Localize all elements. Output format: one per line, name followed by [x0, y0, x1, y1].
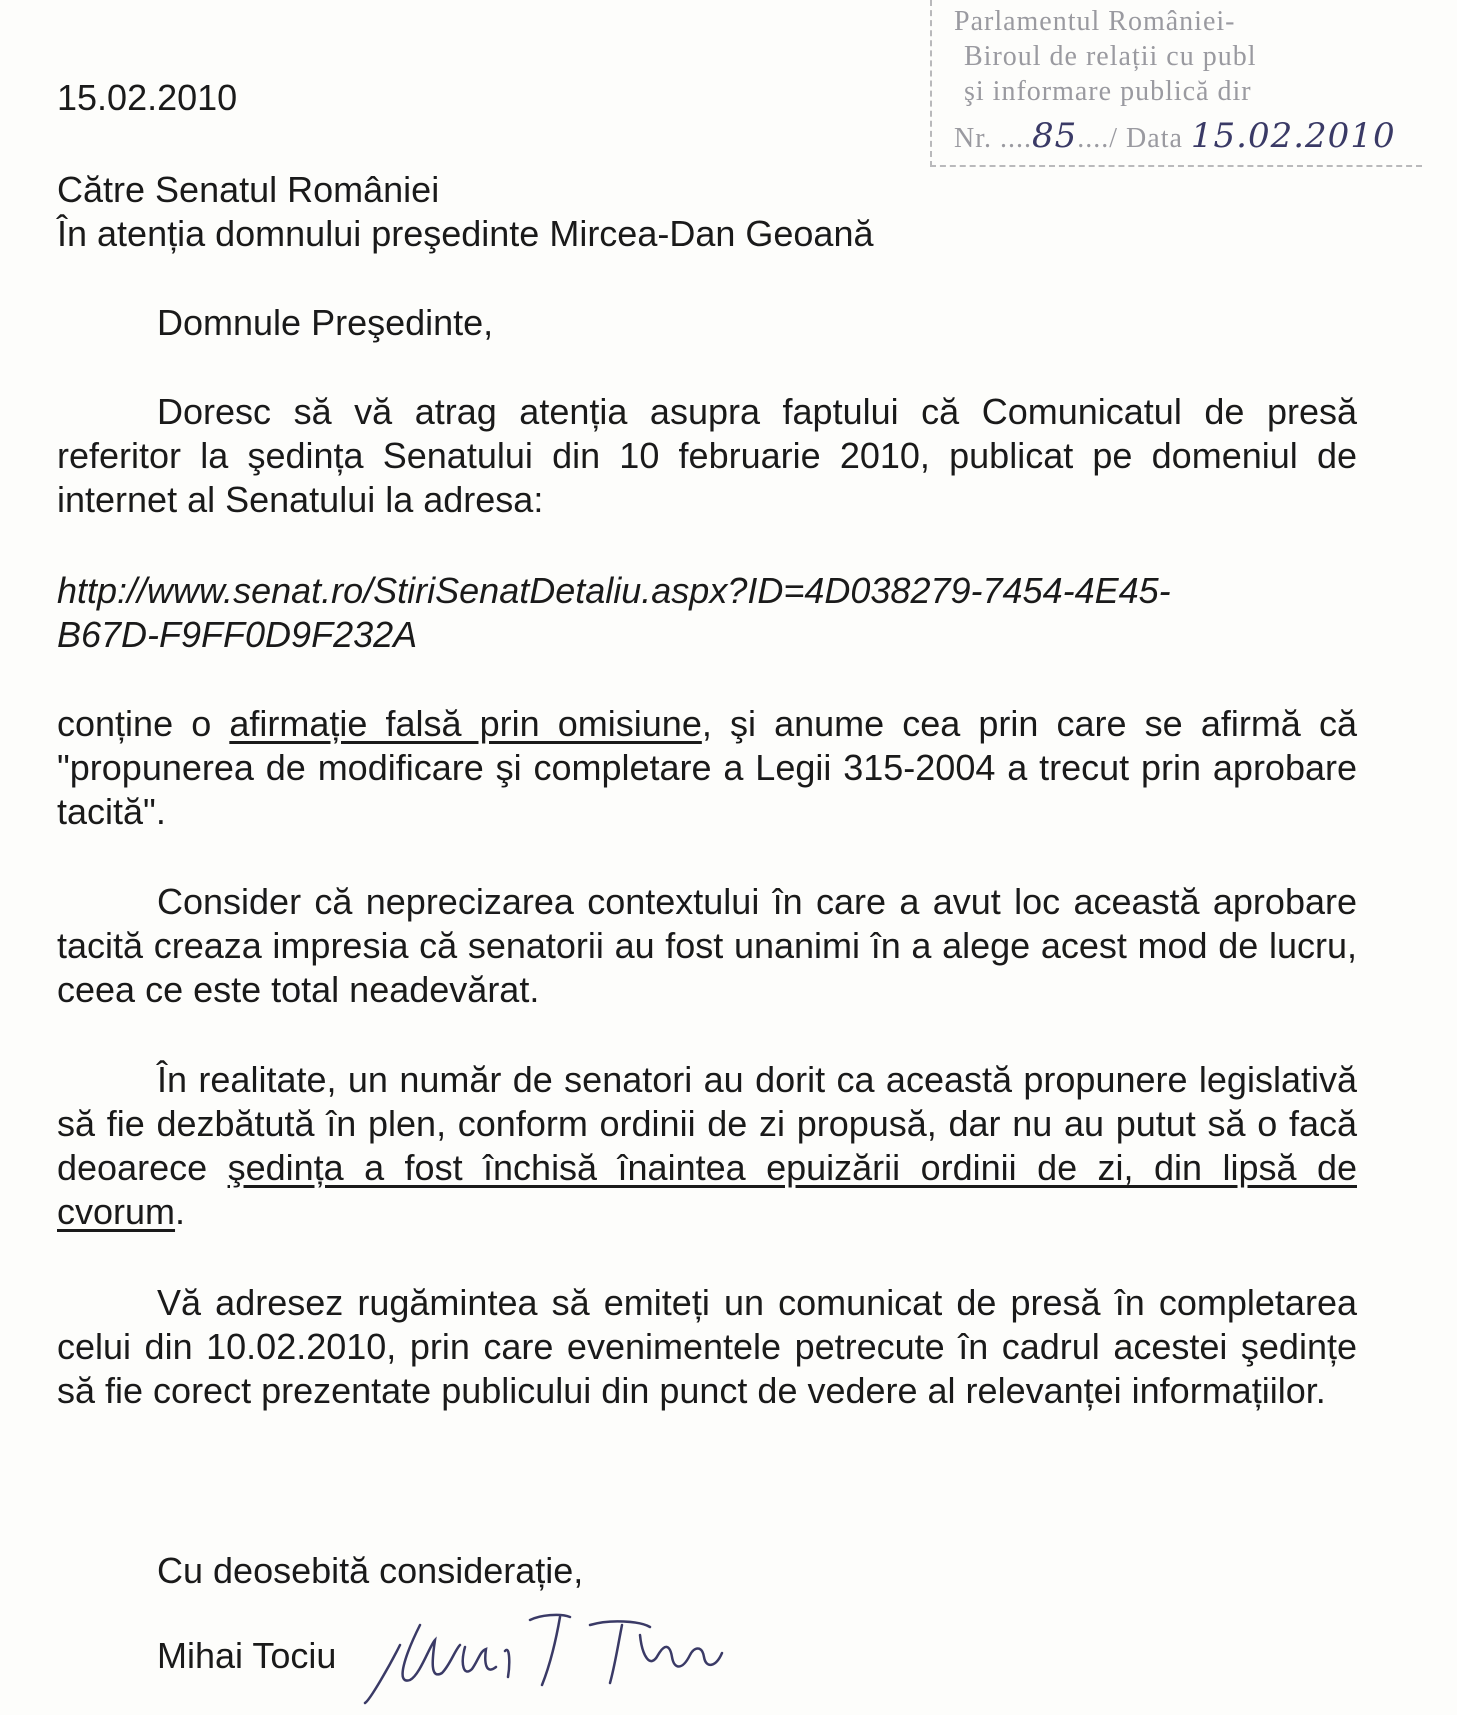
stamp-line-2: Biroul de relații cu publ: [964, 41, 1257, 72]
registration-stamp: [930, 0, 1422, 167]
paragraph-2-underlined: afirmație falsă prin omisiune: [229, 703, 702, 744]
paragraph-2-text-a: conține o: [57, 703, 230, 744]
paragraph-3: [57, 880, 1357, 1012]
stamp-data-label: ..../ Data: [1077, 123, 1183, 154]
paragraph-4: [57, 1058, 1357, 1234]
letter-date: 15.02.2010: [57, 77, 238, 118]
stamp-line-1: Parlamentul României-: [954, 6, 1236, 37]
paragraph-3-text: Consider că neprecizarea contextului în care a avut loc această aprobare tacită creaza impresia că senatorii au fost unanimi în a alege acest mod de lucru, ceea ce este total neadevărat.: [57, 881, 1357, 1010]
stamp-line-3: şi informare publică dir: [964, 76, 1252, 107]
signer-name: Mihai Tociu: [157, 1635, 337, 1676]
paragraph-5: [57, 1281, 1357, 1413]
paragraph-4-text-a: În realitate, un număr de senatori au dorit ca această propunere legislativă să fie dezbătută în plen, conform ordinii de zi propusă, dar nu au putut să o facă deoarece: [57, 1059, 1357, 1188]
recipient-block: [57, 168, 1357, 256]
closing: Cu deosebită considerație,: [157, 1550, 584, 1591]
paragraph-4-underlined: şedința a fost închisă înaintea epuizării ordinii de zi, din lipsă de cvorum: [57, 1147, 1357, 1232]
stamp-nr-label: Nr. ....: [954, 123, 1032, 154]
paragraph-1: [57, 390, 1357, 522]
paragraph-5-text: Vă adresez rugămintea să emiteți un comunicat de presă în completarea celui din 10.02.2010, prin care evenimentele petrecute în cadrul acestei şedințe să fie corect prezentate publicului din punct de vedere al relevanței informațiilor.: [57, 1282, 1357, 1411]
url-line-1: http://www.senat.ro/StiriSenatDetaliu.aspx?ID=4D038279-7454-4E45-: [57, 570, 1171, 611]
paragraph-2: [57, 702, 1357, 834]
paragraph-4-text-b: .: [175, 1191, 186, 1232]
stamp-data-value: 15.02.2010: [1190, 116, 1396, 156]
url-line-2: B67D-F9FF0D9F232A: [57, 614, 418, 655]
handwritten-signature: [360, 1585, 740, 1705]
stamp-nr-value: 85: [1032, 116, 1078, 156]
recipient-line-2: În atenția domnului preşedinte Mircea-Dan Geoană: [57, 213, 874, 254]
recipient-line-1: Către Senatul României: [57, 169, 440, 210]
paragraph-2-text-b: , şi anume cea prin care se afirmă că "propunerea de modificare şi completare a Legii 315-2004 a trecut prin aprobare tacită".: [57, 703, 1357, 832]
paragraph-1-text: Doresc să vă atrag atenția asupra faptului că Comunicatul de presă referitor la şedința Senatului din 10 februarie 2010, publicat pe domeniul de internet al Senatului la adresa:: [57, 391, 1357, 520]
stamp-registration-line: [954, 116, 1396, 156]
press-release-url: [57, 569, 1357, 657]
salutation: Domnule Preşedinte,: [157, 302, 494, 343]
